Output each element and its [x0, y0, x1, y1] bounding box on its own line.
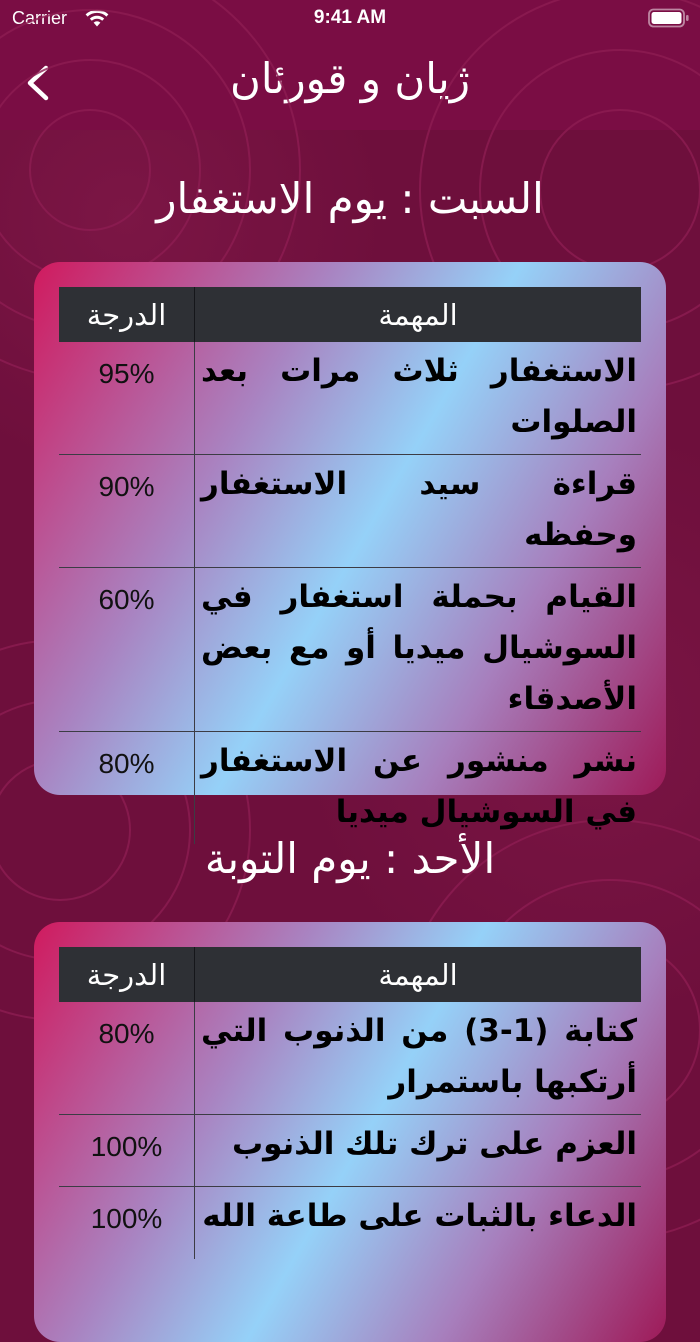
table-header-row	[59, 287, 641, 342]
section-title-saturday: السبت : يوم الاستغفار	[156, 174, 544, 223]
task-card-sunday	[34, 922, 666, 1342]
table-header-row	[59, 947, 641, 1002]
task-cell: العزم على ترك تلك الذنوب	[195, 1115, 642, 1187]
navigation-bar	[0, 36, 700, 130]
table-row	[59, 1187, 641, 1259]
carrier-label: Carrier	[12, 8, 68, 28]
score-cell: 80%	[59, 1002, 195, 1115]
column-header-score: الدرجة	[59, 287, 195, 342]
task-cell: قراءة سيد الاستغفار وحفظه	[195, 455, 642, 568]
task-card-saturday	[34, 262, 666, 830]
table-row	[59, 1002, 641, 1115]
table-row	[59, 342, 641, 455]
table-row	[59, 1115, 641, 1187]
task-table-sunday	[59, 947, 641, 1259]
status-time: 9:41 AM	[313, 7, 387, 28]
score-cell: 80%	[98, 748, 155, 779]
column-header-task: المهمة	[195, 947, 642, 1002]
table-row	[59, 732, 641, 845]
task-cell: كتابة (1-3) من الذنوب التي أرتكبها باستمرار	[195, 1002, 642, 1115]
task-cell: الاستغفار ثلاث مرات بعد الصلوات	[195, 342, 642, 455]
battery-icon	[648, 8, 690, 28]
task-cell: القيام بحملة استغفار في السوشيال ميديا أو مع بعض الأصدقاء	[195, 568, 642, 732]
task-table-saturday	[59, 287, 641, 844]
score-cell: 95%	[59, 342, 195, 455]
task-cell: الدعاء بالثبات على طاعة الله	[195, 1187, 642, 1259]
table-row	[59, 568, 641, 732]
scroll-content[interactable]	[0, 130, 700, 1234]
score-cell: 60%	[59, 568, 195, 732]
page-title: ژيان و قورئان	[230, 54, 470, 103]
score-cell: 100%	[90, 1203, 163, 1234]
status-bar	[0, 0, 700, 36]
column-header-task: المهمة	[195, 287, 642, 342]
table-row	[59, 455, 641, 568]
score-cell: 100%	[59, 1115, 195, 1187]
score-cell: 90%	[59, 455, 195, 568]
section-title-sunday: الأحد : يوم التوبة	[204, 834, 496, 883]
task-cell: نشر منشور عن الاستغفار في السوشيال ميديا	[195, 732, 642, 845]
column-header-score: الدرجة	[59, 947, 195, 1002]
